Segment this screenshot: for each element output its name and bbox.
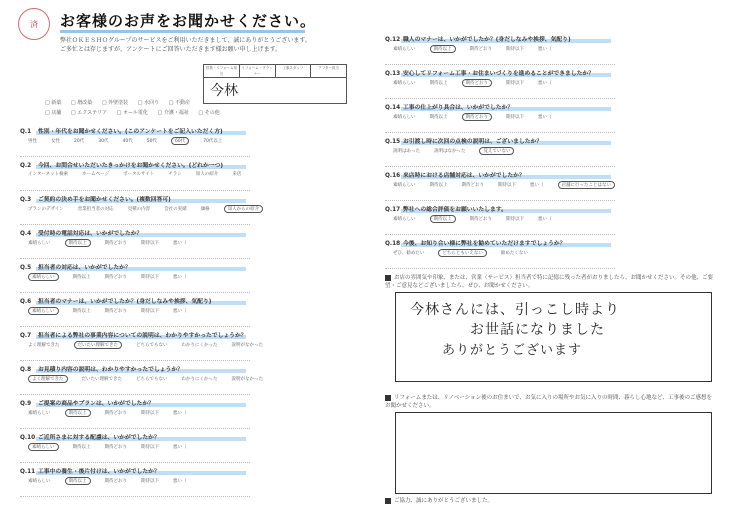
answer-options: [28, 307, 201, 315]
answer-option[interactable]: 期待以上: [72, 275, 91, 280]
closing-text: ご協力、誠にありがとうございました。: [385, 496, 493, 504]
selected-answer-option[interactable]: どちらともいえない: [438, 249, 487, 257]
question-separator: [20, 496, 250, 497]
question-number: Q.15: [385, 139, 401, 145]
question: [20, 398, 154, 407]
selected-answer-option[interactable]: 店舗に行ったことはない: [558, 181, 616, 189]
answer-option[interactable]: 期待以下: [506, 115, 524, 120]
answer-option[interactable]: 期待以下: [506, 81, 524, 86]
selected-answer-option[interactable]: 期待どおり: [462, 79, 493, 87]
question-text: 担当者の対応は、いかがでしたか？: [38, 265, 131, 271]
answer-option[interactable]: 70代以上: [203, 139, 223, 144]
question: [20, 296, 211, 305]
category-checkbox[interactable]: □ 増改築: [70, 100, 93, 106]
answer-options: [393, 79, 566, 87]
question-number: Q.2: [20, 163, 32, 169]
answer-option[interactable]: 悪い（: [173, 445, 187, 450]
square-bullet-icon: [385, 395, 391, 401]
answer-option[interactable]: 期待以下: [498, 183, 516, 188]
renovation-box[interactable]: [395, 412, 712, 494]
question: [20, 194, 171, 203]
question-text: お見積り内容の説明は、わかりやすかったでしょうか？: [38, 367, 183, 373]
question: [20, 262, 131, 271]
answer-option[interactable]: ホームページ: [82, 172, 110, 177]
question-number: Q.11: [20, 469, 36, 475]
question-number: Q.13: [385, 71, 401, 77]
question-number: Q.10: [20, 435, 36, 441]
answer-option[interactable]: 期待どおり: [104, 479, 127, 484]
question-separator: [385, 268, 615, 269]
selected-answer-option[interactable]: 期待以上: [65, 477, 91, 485]
answer-option[interactable]: 会社の実績: [164, 207, 187, 212]
selected-answer-option[interactable]: だいたい理解できた: [74, 341, 123, 349]
staff-name-value: 今林: [210, 83, 238, 99]
category-checkbox[interactable]: □ 介護・福祉: [157, 110, 189, 116]
answer-option[interactable]: 期待以下: [506, 47, 524, 52]
answer-option[interactable]: よく理解できた: [28, 343, 60, 348]
answer-option[interactable]: 期待どおり: [461, 183, 484, 188]
question-separator: [385, 234, 615, 235]
question-separator: [385, 166, 615, 167]
page-title: お客様のお声をお聞かせください。: [60, 12, 317, 30]
answer-options: [28, 273, 201, 281]
answer-options: [28, 137, 236, 145]
question-number: Q.4: [20, 231, 32, 237]
question-text: 担当者のマナーは、いかがでしたか？(身だしなみや挨拶、気配り): [38, 299, 212, 305]
answer-option[interactable]: 勧めたくない: [500, 251, 528, 256]
question: [385, 34, 571, 43]
answer-option[interactable]: 女性: [51, 139, 60, 144]
question-text: 担当者による弊社の事業内容についての説明は、わかりやすかったでしょうか？: [38, 333, 247, 339]
square-bullet-icon: [385, 498, 391, 504]
answer-options: [28, 409, 201, 417]
question-text: 今回、お問合せいただいたきっかけをお聞かせください。(どれか一つ): [38, 163, 224, 169]
answer-option[interactable]: 来店: [232, 172, 242, 177]
question-text: 工事の仕上がり具合は、いかがでしたか？: [403, 105, 514, 111]
question-text: ご契約の決め手をお聞かせください。(複数回答可): [38, 197, 171, 203]
answer-options: [28, 171, 255, 177]
question-text: 受付時の電話対応は、いかがでしたか？: [38, 231, 143, 237]
answer-option[interactable]: 説明はあった: [393, 149, 420, 154]
question: [20, 432, 160, 441]
selected-answer-option[interactable]: 知人からの紹介: [224, 205, 264, 213]
answer-option[interactable]: 期待以下: [141, 479, 159, 484]
question-separator: [385, 132, 615, 133]
answer-option[interactable]: 素晴らしい: [393, 217, 416, 222]
answer-option[interactable]: 悪い（: [173, 411, 187, 416]
question-text: 今後、お知り合い様に弊社を勧めていただけますでしょうか？: [403, 241, 566, 247]
title-underline: [60, 30, 305, 33]
answer-option[interactable]: 悪い（: [530, 183, 544, 188]
name-box-header: 営業・リフォーム担当: [204, 65, 240, 77]
question-number: Q.6: [20, 299, 32, 305]
answer-options: [393, 45, 566, 53]
question-text: ご提案の商品やプランは、いかがでしたか？: [38, 401, 154, 407]
answer-option[interactable]: 期待どおり: [469, 217, 492, 222]
intro-line: 弊社ＯＫＥＳＨＯグループのサービスをご利用いただきまして、誠にありがとうございます。: [60, 37, 311, 44]
question-separator: [20, 292, 250, 293]
answer-option[interactable]: 期待どおり: [469, 47, 492, 52]
answer-option[interactable]: 期待以上: [72, 309, 91, 314]
question: [385, 68, 594, 77]
answer-option[interactable]: 素晴らしい: [393, 47, 416, 52]
selected-answer-option[interactable]: 期待以上: [65, 409, 91, 417]
question-separator: [20, 394, 250, 395]
answer-option[interactable]: 悪い（: [173, 309, 187, 314]
question-text: 安心してリフォーム工事・お住まいづくりを進めることができましたか？: [403, 71, 595, 77]
question-text: 来店時における店舗対応は、いかがでしたか？: [403, 173, 525, 179]
received-stamp: 済: [18, 8, 50, 40]
answer-option[interactable]: 素晴らしい: [393, 81, 416, 86]
question-separator: [20, 156, 250, 157]
question-separator: [385, 98, 615, 99]
question-text: お引渡し時に次回の点検の説明は、ございましたか？: [403, 139, 543, 145]
answer-option[interactable]: 期待どおり: [104, 445, 127, 450]
answer-option[interactable]: 素晴らしい: [28, 479, 51, 484]
answer-option[interactable]: 期待以上: [72, 445, 91, 450]
selected-answer-option[interactable]: 期待どおり: [462, 113, 493, 121]
name-box-header: アフター担当: [318, 66, 339, 70]
answer-option[interactable]: 素晴らしい: [28, 411, 51, 416]
question: [385, 102, 513, 111]
question-number: Q.9: [20, 401, 32, 407]
category-checkbox[interactable]: □ 水回り: [137, 100, 160, 106]
selected-answer-option[interactable]: 覚えていない: [479, 147, 514, 155]
question: [20, 160, 223, 169]
question: [20, 364, 183, 373]
answer-option[interactable]: わかりにくかった: [181, 343, 218, 348]
handwritten-line: ありがとうございます: [442, 343, 583, 358]
selected-answer-option[interactable]: 素晴らしい: [28, 443, 59, 451]
answer-options: [28, 477, 201, 485]
answer-option[interactable]: 悪い（: [538, 217, 552, 222]
answer-option[interactable]: 期待どおり: [104, 309, 127, 314]
selected-answer-option[interactable]: 素晴らしい: [28, 307, 59, 315]
selected-answer-option[interactable]: 60代: [171, 137, 189, 145]
question-number: Q.1: [20, 129, 32, 135]
question-separator: [20, 462, 250, 463]
selected-answer-option[interactable]: 期待以上: [430, 45, 456, 53]
category-checkboxes: [45, 98, 260, 118]
answer-options: [393, 215, 566, 223]
answer-option[interactable]: 悪い（: [173, 241, 187, 246]
selected-answer-option[interactable]: よく理解できた: [28, 375, 68, 383]
answer-option[interactable]: 素晴らしい: [28, 241, 51, 246]
question: [385, 238, 566, 247]
question-number: Q.14: [385, 105, 401, 111]
answer-option[interactable]: 期待以下: [506, 217, 524, 222]
answer-option[interactable]: 素晴らしい: [393, 115, 416, 120]
answer-option[interactable]: 期待以上: [429, 183, 448, 188]
answer-option[interactable]: 期待どおり: [104, 241, 127, 246]
intro-text: [60, 36, 311, 54]
comments-prompt: お店の雰囲気や印象、または、営業（サービス）担当者で特に記憶に残った者がおりましたら、お聞かせください。その他、ご要望・ご意見などございましたら、ぜひ、お聞かせください。: [385, 275, 714, 289]
question: [385, 170, 525, 179]
question-separator: [20, 190, 250, 191]
question: [20, 228, 142, 237]
answer-option[interactable]: 説明がなかった: [231, 343, 263, 348]
answer-option[interactable]: 男性: [28, 139, 37, 144]
renovation-prompt: リフォームまたは、リノベーション後のお住まいで、お気に入りの場所やお気に入りの時間、暮らし心地など、工事後のご感想をお聞かせください。: [385, 395, 712, 409]
answer-option[interactable]: 悪い（: [538, 47, 552, 52]
question-number: Q.3: [20, 197, 32, 203]
answer-option[interactable]: 期待どおり: [104, 411, 127, 416]
answer-option[interactable]: 期待以下: [141, 241, 159, 246]
answer-option[interactable]: 知人の紹介: [195, 172, 219, 177]
answer-option[interactable]: だいたい理解できた: [81, 377, 122, 382]
name-box-header: 工事スタッフ: [276, 65, 312, 77]
question-text: 職人のマナーは、いかがでしたか？(身だしなみや挨拶、気配り): [403, 37, 571, 43]
answer-options: [28, 205, 277, 213]
answer-options: [28, 443, 201, 451]
selected-answer-option[interactable]: 素晴らしい: [28, 273, 59, 281]
question: [20, 330, 247, 339]
answer-option[interactable]: どちらでもない: [136, 377, 168, 382]
square-bullet-icon: [385, 275, 391, 281]
handwritten-line: お世話になりました: [470, 322, 605, 338]
question-separator: [20, 224, 250, 225]
answer-option[interactable]: 悪い（: [173, 479, 187, 484]
answer-option[interactable]: 期待以下: [141, 275, 159, 280]
question-text: 弊社への総合評価をお願いいたします。: [403, 207, 507, 213]
selected-answer-option[interactable]: 期待以上: [430, 215, 456, 223]
question-text: 性別・年代をお聞かせください。(このアンケートをご記入いただく方): [38, 129, 223, 135]
question-number: Q.7: [20, 333, 32, 339]
answer-options: [393, 113, 566, 121]
answer-options: [28, 341, 277, 349]
category-checkbox[interactable]: □ その他: [198, 110, 220, 116]
category-checkbox[interactable]: □ 外壁塗装: [101, 100, 129, 106]
answer-options: [28, 239, 201, 247]
category-checkbox[interactable]: □ 新築: [45, 100, 62, 106]
comments-box[interactable]: [395, 292, 712, 382]
name-box-header: リフォーム・プランナー: [240, 65, 276, 77]
answer-option[interactable]: 期待以下: [141, 411, 159, 416]
question-number: Q.5: [20, 265, 32, 271]
question-separator: [20, 360, 250, 361]
answer-option[interactable]: ぜひ、勧めたい: [393, 251, 425, 256]
answer-option[interactable]: 期待以上: [429, 115, 448, 120]
answer-option[interactable]: どちらでもない: [136, 343, 168, 348]
question-separator: [20, 326, 250, 327]
answer-option[interactable]: 悪い（: [173, 275, 187, 280]
answer-option[interactable]: 20代: [74, 139, 85, 144]
question-separator: [20, 258, 250, 259]
selected-answer-option[interactable]: 期待以上: [65, 239, 91, 247]
answer-option[interactable]: 40代: [122, 139, 133, 144]
answer-option[interactable]: 説明はなかった: [433, 149, 466, 154]
category-checkbox[interactable]: □ オール電化: [116, 110, 148, 116]
answer-option[interactable]: 悪い（: [538, 81, 552, 86]
question-text: 工事中の養生・後片付けは、いかがでしたか？: [38, 469, 160, 475]
answer-options: [28, 375, 277, 383]
question-separator: [385, 64, 615, 65]
answer-option[interactable]: 営業担当者の対応: [77, 207, 114, 212]
question-number: Q.17: [385, 207, 401, 213]
question-separator: [20, 428, 250, 429]
question-number: Q.16: [385, 173, 401, 179]
question-text: ご近所さまに対する配慮は、いかがでしたか？: [38, 435, 160, 441]
answer-option[interactable]: インターネット検索: [28, 172, 69, 177]
answer-option[interactable]: チラシ: [168, 172, 182, 177]
answer-option[interactable]: 期待どおり: [104, 275, 127, 280]
answer-option[interactable]: 50代: [146, 139, 157, 144]
question-number: Q.8: [20, 367, 32, 373]
answer-options: [393, 249, 542, 257]
handwritten-line: 今林さんには、引っこし時より: [410, 302, 620, 318]
question: [20, 466, 160, 475]
answer-option[interactable]: 見積の内容: [127, 207, 151, 212]
question-number: Q.12: [385, 37, 401, 43]
category-checkbox[interactable]: □ エクステリア: [70, 110, 108, 116]
answer-option[interactable]: 説明がなかった: [231, 377, 263, 382]
question-number: Q.18: [385, 241, 401, 247]
intro-line: ご多忙とは存じますが、アンケートにご回答いただきます様お願い申し上げます。: [60, 46, 282, 53]
answer-option[interactable]: 悪い（: [538, 115, 552, 120]
answer-options: [393, 181, 629, 189]
question: [20, 126, 223, 135]
answer-option[interactable]: ポータルサイト: [123, 172, 155, 177]
answer-option[interactable]: 期待以下: [141, 445, 159, 450]
answer-option[interactable]: 価格: [200, 207, 210, 212]
answer-option[interactable]: 期待以上: [429, 81, 448, 86]
question: [385, 204, 507, 213]
question-separator: [385, 200, 615, 201]
category-checkbox[interactable]: □ 店舗: [45, 110, 62, 116]
answer-option[interactable]: プランのデザイン: [28, 207, 64, 212]
answer-options: [393, 147, 528, 155]
answer-option[interactable]: わかりにくかった: [181, 377, 218, 382]
answer-option[interactable]: 30代: [98, 139, 109, 144]
answer-option[interactable]: 素晴らしい: [393, 183, 416, 188]
answer-option[interactable]: 期待以下: [141, 309, 159, 314]
category-checkbox[interactable]: □ 不動産: [168, 100, 191, 106]
question: [385, 136, 542, 145]
